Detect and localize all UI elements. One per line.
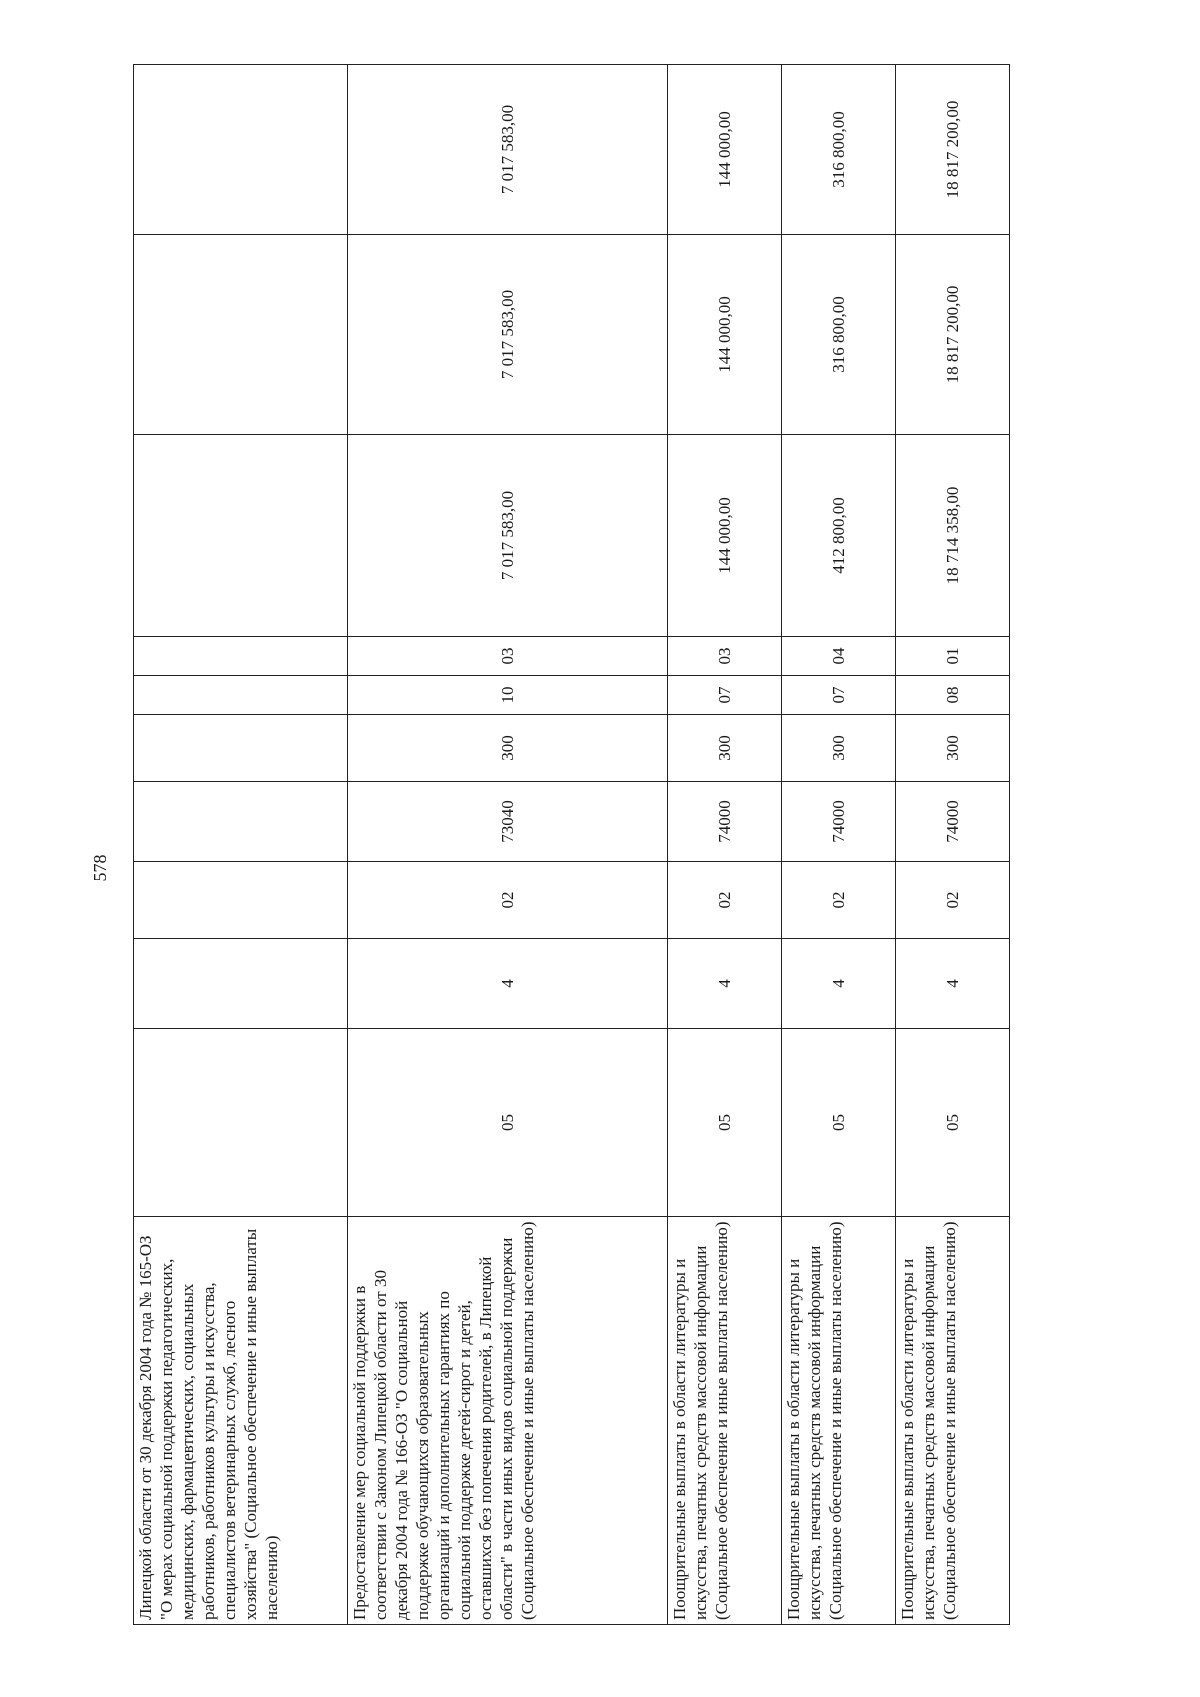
table-row [896, 65, 1010, 1625]
amount-year-2: 144 000,00 [668, 235, 782, 435]
code-direction: 74000 [782, 782, 896, 862]
amount-year-2 [134, 235, 348, 435]
row-description: Поощрительные выплаты в области литературы и искусства, печатных средств массовой информации (Социальное обеспечение и иные выплаты населению) [896, 1217, 1010, 1625]
code-program: 4 [348, 939, 668, 1029]
page-number: 578 [90, 854, 110, 882]
code-program: 4 [782, 939, 896, 1029]
table-row [134, 65, 348, 1625]
code-program [134, 939, 348, 1029]
code-subprogram: 02 [896, 862, 1010, 939]
amount-year-3 [134, 65, 348, 235]
amount-year-1: 7 017 583,00 [348, 435, 668, 637]
code-subprogram: 02 [348, 862, 668, 939]
code-direction: 73040 [348, 782, 668, 862]
table-row [782, 65, 896, 1625]
budget-table [133, 64, 1010, 1625]
row-description: Поощрительные выплаты в области литературы и искусства, печатных средств массовой информации (Социальное обеспечение и иные выплаты населению) [782, 1217, 896, 1625]
amount-year-2: 18 817 200,00 [896, 235, 1010, 435]
code-section: 05 [668, 1029, 782, 1217]
amount-year-3: 7 017 583,00 [348, 65, 668, 235]
amount-year-3: 316 800,00 [782, 65, 896, 235]
code-expense-type: 300 [668, 715, 782, 782]
code-subdivision: 03 [348, 637, 668, 676]
code-expense-type: 300 [896, 715, 1010, 782]
code-expense-type: 300 [782, 715, 896, 782]
row-description: Поощрительные выплаты в области литературы и искусства, печатных средств массовой информации (Социальное обеспечение и иные выплаты населению) [668, 1217, 782, 1625]
code-division: 08 [896, 676, 1010, 715]
amount-year-1: 144 000,00 [668, 435, 782, 637]
code-subprogram: 02 [668, 862, 782, 939]
code-subprogram: 02 [782, 862, 896, 939]
code-subdivision: 04 [782, 637, 896, 676]
code-division: 07 [782, 676, 896, 715]
code-direction: 74000 [668, 782, 782, 862]
rotated-table-container [133, 65, 1093, 1625]
table-row [348, 65, 668, 1625]
code-section: 05 [348, 1029, 668, 1217]
code-section: 05 [896, 1029, 1010, 1217]
code-division: 10 [348, 676, 668, 715]
code-subdivision: 01 [896, 637, 1010, 676]
code-division [134, 676, 348, 715]
amount-year-1: 412 800,00 [782, 435, 896, 637]
amount-year-3: 18 817 200,00 [896, 65, 1010, 235]
amount-year-1 [134, 435, 348, 637]
amount-year-1: 18 714 358,00 [896, 435, 1010, 637]
table-row [668, 65, 782, 1625]
code-program: 4 [668, 939, 782, 1029]
code-section: 05 [782, 1029, 896, 1217]
code-subprogram [134, 862, 348, 939]
amount-year-3: 144 000,00 [668, 65, 782, 235]
code-subdivision [134, 637, 348, 676]
row-description: Предоставление мер социальной поддержки в соответствии с Законом Липецкой области от 30 декабря 2004 года № 166-ОЗ "О социальной поддержке обучающихся образовательных организаций и дополнительных гарантиях по социальной поддержке детей-сирот и детей, оставшихся без попечения родителей, в Липецкой области" в части иных видов социальной поддержки (Социальное обеспечение и иные выплаты населению) [348, 1217, 668, 1625]
code-program: 4 [896, 939, 1010, 1029]
code-expense-type [134, 715, 348, 782]
code-expense-type: 300 [348, 715, 668, 782]
row-description: Липецкой области от 30 декабря 2004 года № 165-ОЗ "О мерах социальной поддержки педагогических, медицинских, фармацевтических, социальных работников, работников культуры и искусства, специалистов ветеринарных служб, лесного хозяйства" (Социальное обеспечение и иные выплаты населению) [134, 1217, 348, 1625]
amount-year-2: 316 800,00 [782, 235, 896, 435]
code-division: 07 [668, 676, 782, 715]
code-direction [134, 782, 348, 862]
amount-year-2: 7 017 583,00 [348, 235, 668, 435]
code-section [134, 1029, 348, 1217]
code-direction: 74000 [896, 782, 1010, 862]
code-subdivision: 03 [668, 637, 782, 676]
